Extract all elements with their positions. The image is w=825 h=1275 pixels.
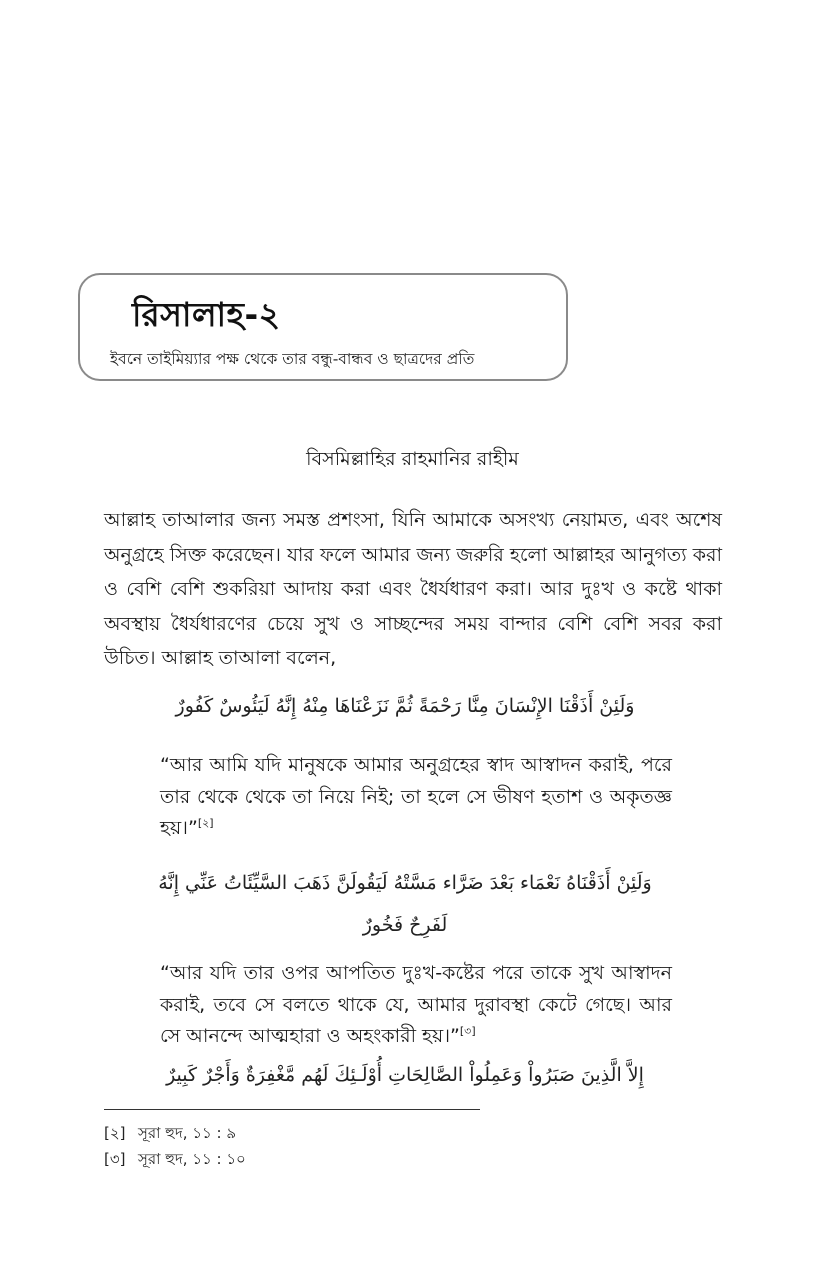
verse-translation-2 [160,958,672,1053]
chapter-title: রিসালাহ-২ [132,295,281,334]
arabic-verse-3: إِلاَّ الَّذِينَ صَبَرُواْ وَعَمِلُواْ الصَّالِحَاتِ أُوْلَـئِكَ لَهُم مَّغْفِرَةٌ وَأَجْرٌ كَبِيرٌ [166,1064,644,1086]
footnote-number: [২] [104,1124,126,1142]
footnote-number: [৩] [104,1150,126,1168]
footnote-item [104,1146,246,1172]
bismillah-line: বিসমিল্লাহির রাহমানির রাহীম [306,448,519,470]
translation-text: “আর আমি যদি মানুষকে আমার অনুগ্রহের স্বাদ আস্বাদন করাই, পরে তার থেকে থেকে তা নিয়ে নিই; তা হলে সে ভীষণ হতাশ ও অকৃতজ্ঞ হয়।” [160,754,672,839]
footnotes [104,1120,246,1172]
verse-translation-1 [160,750,672,845]
footnote-item [104,1120,246,1146]
chapter-subtitle: ইবনে তাইমিয়্যার পক্ষ থেকে তার বন্ধু-বান্ধব ও ছাত্রদের প্রতি [110,350,475,368]
arabic-verse-1: وَلَئِنْ أَذَقْنَا الإِنْسَانَ مِنَّا رَحْمَةً ثُمَّ نَزَعْنَاهَا مِنْهُ إِنَّهُ لَيَئُوسٌ كَفُورٌ [175,695,635,717]
opening-paragraph: আল্লাহ তাআলার জন্য সমস্ত প্রশংসা, যিনি আমাকে অসংখ্য নেয়ামত, এবং অশেষ অনুগ্রহে সিক্ত করেছেন। যার ফলে আমার জন্য জরুরি হলো আল্লাহর আনুগত্য করা ও বেশি বেশি শুকরিয়া আদায় করা এবং ধৈর্যধারণ করা। আর দুঃখ ও কষ্টে থাকা অবস্থায় ধৈর্যধারণের চেয়ে সুখ ও সাচ্ছন্দের সময় বান্দার বেশি বেশি সবর করা উচিত। আল্লাহ তাআলা বলেন, [104,509,722,669]
chapter-heading-box [78,273,568,381]
footnote-text: সূরা হুদ, ১১ : ১০ [138,1150,246,1168]
translation-text: “আর যদি তার ওপর আপতিত দুঃখ-কষ্টের পরে তাকে সুখ আস্বাদন করাই, তবে সে বলতে থাকে যে, আমার দুরাবস্থা কেটে গেছে। আর সে আনন্দে আত্মহারা ও অহংকারী হয়।” [160,962,672,1047]
footnote-ref[interactable]: [২] [197,816,214,830]
footnote-text: সূরা হুদ, ১১ : ৯ [138,1124,237,1142]
arabic-verse-2: وَلَئِنْ أَذَقْنَاهُ نَعْمَاء بَعْدَ ضَرَّاء مَسَّتْهُ لَيَقُولَنَّ ذَهَبَ السَّيِّئَاتُ عَنِّي إِنَّهُ لَفَرِحٌ فَخُورٌ [158,872,652,936]
footnote-divider [104,1109,480,1110]
footnote-ref[interactable]: [৩] [459,1024,476,1038]
